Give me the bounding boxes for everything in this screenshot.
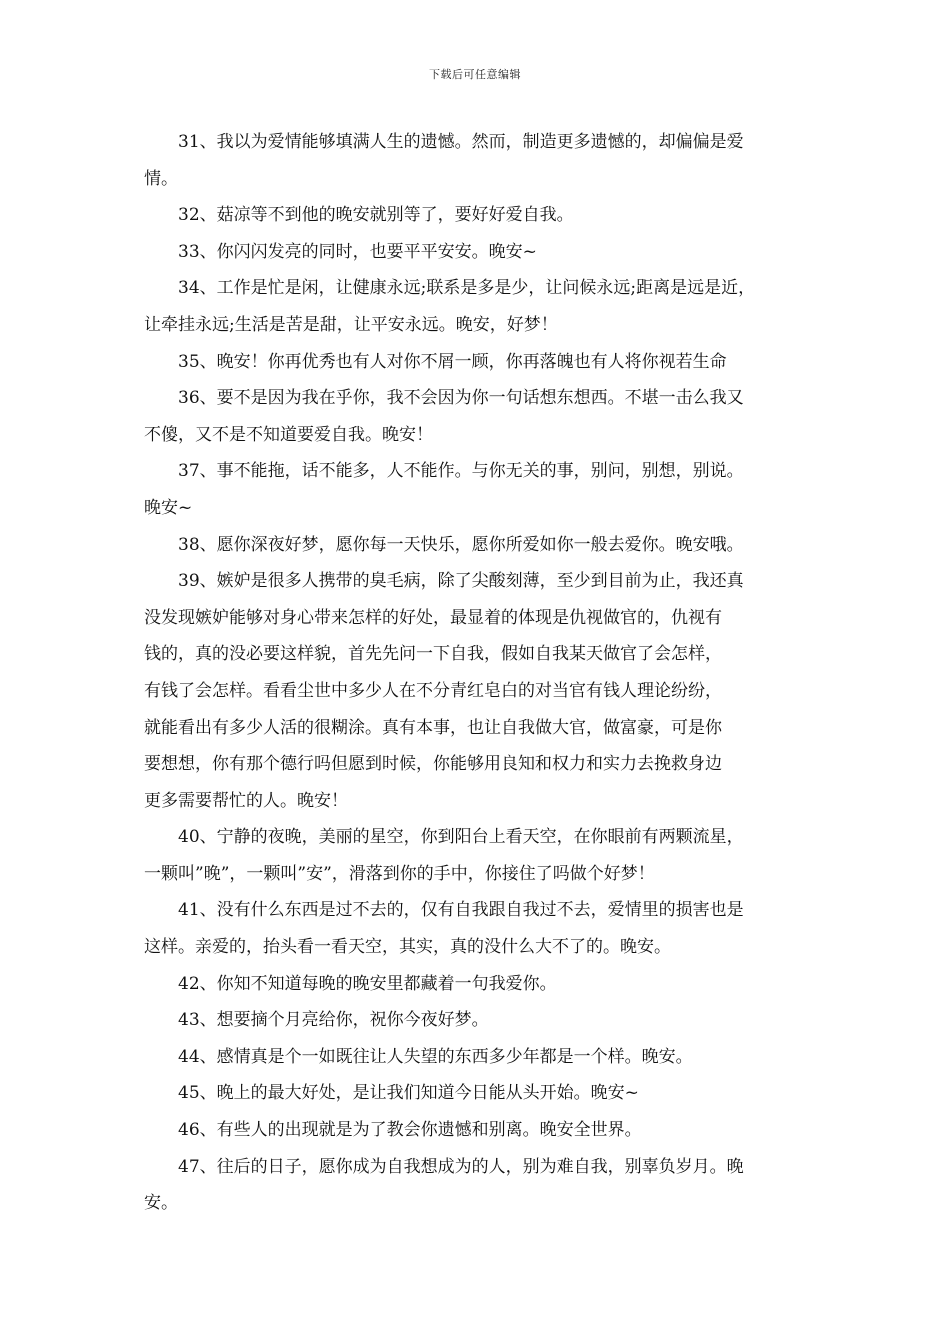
paragraph [144, 527, 814, 564]
paragraph-line: 情。 [144, 168, 178, 189]
paragraph-line: 35、晚安！你再优秀也有人对你不屑一顾，你再落魄也有人将你视若生命 [178, 351, 727, 372]
paragraph-line: 34、工作是忙是闲，让健康永远;联系是多是少，让问候永远;距离是远是近， [178, 278, 756, 299]
paragraph [144, 1112, 814, 1149]
paragraph [144, 234, 814, 271]
paragraph [144, 344, 814, 381]
paragraph-line: 47、往后的日子，愿你成为自我想成为的人，别为难自我，别辜负岁月。晚 [178, 1156, 744, 1177]
paragraph-line: 有钱了会怎样。看看尘世中多少人在不分青红皂白的对当官有钱人理论纷纷， [144, 680, 722, 701]
paragraph-line: 43、想要摘个月亮给你，祝你今夜好梦。 [178, 1010, 489, 1031]
paragraph-line: 32、菇凉等不到他的晚安就别等了，要好好爱自我。 [178, 205, 574, 226]
paragraph-line: 要想想，你有那个德行吗但愿到时候，你能够用良知和权力和实力去挽救身边 [144, 754, 722, 775]
paragraph-line: 41、没有什么东西是过不去的，仅有自我跟自我过不去，爱情里的损害也是 [178, 900, 744, 921]
paragraph-line: 没发现嫉妒能够对身心带来怎样的好处，最显着的体现是仇视做官的，仇视有 [144, 607, 722, 628]
paragraph-line: 安。 [144, 1193, 178, 1214]
paragraph [144, 270, 814, 343]
paragraph-line: 一颗叫”晚”，一颗叫”安”，滑落到你的手中，你接住了吗做个好梦！ [144, 863, 655, 884]
paragraph [144, 1149, 814, 1222]
paragraph-line: 40、宁静的夜晚，美丽的星空，你到阳台上看天空，在你眼前有两颗流星， [178, 827, 744, 848]
paragraph-line: 不傻，又不是不知道要爱自我。晚安！ [144, 424, 433, 445]
paragraph-line: 45、晚上的最大好处，是让我们知道今日能从头开始。晚安~ [178, 1083, 639, 1104]
paragraph-line: 39、嫉妒是很多人携带的臭毛病，除了尖酸刻薄，至少到目前为止，我还真 [178, 571, 744, 592]
paragraph-line: 更多需要帮忙的人。晚安！ [144, 790, 348, 811]
paragraph-line: 42、你知不知道每晚的晚安里都藏着一句我爱你。 [178, 973, 557, 994]
paragraph-line: 38、愿你深夜好梦，愿你每一天快乐，愿你所爱如你一般去爱你。晚安哦。 [178, 534, 744, 555]
paragraph [144, 453, 814, 526]
paragraph-line: 37、事不能拖，话不能多，人不能作。与你无关的事，别问，别想，别说。 [178, 461, 744, 482]
paragraph-line: 46、有些人的出现就是为了教会你遗憾和别离。晚安全世界。 [178, 1120, 642, 1141]
paragraph [144, 892, 814, 965]
paragraph-line: 晚安~ [144, 497, 193, 518]
paragraph-line: 就能看出有多少人活的很糊涂。真有本事，也让自我做大官，做富豪，可是你 [144, 717, 722, 738]
paragraph-line: 钱的，真的没必要这样貌，首先先问一下自我，假如自我某天做官了会怎样， [144, 644, 722, 665]
paragraph-line: 36、要不是因为我在乎你，我不会因为你一句话想东想西。不堪一击么我又 [178, 388, 744, 409]
paragraph [144, 380, 814, 453]
paragraph-line: 33、你闪闪发亮的同时，也要平平安安。晚安~ [178, 241, 537, 262]
paragraph-line: 让牵挂永远;生活是苦是甜，让平安永远。晚安，好梦！ [144, 314, 558, 335]
paragraph-line: 31、我以为爱情能够填满人生的遗憾。然而，制造更多遗憾的，却偏偏是爱 [178, 132, 744, 152]
document-body [144, 124, 814, 1222]
paragraph [144, 1039, 814, 1076]
page-header: 下载后可任意编辑 [429, 68, 521, 81]
paragraph [144, 197, 814, 234]
paragraph [144, 124, 814, 197]
paragraph-line: 这样。亲爱的，抬头看一看天空，其实，真的没什么大不了的。晚安。 [144, 937, 671, 958]
paragraph [144, 966, 814, 1003]
paragraph [144, 1002, 814, 1039]
paragraph [144, 1075, 814, 1112]
paragraph [144, 563, 814, 819]
paragraph-line: 44、感情真是个一如既往让人失望的东西多少年都是一个样。晚安。 [178, 1046, 693, 1067]
paragraph [144, 819, 814, 892]
